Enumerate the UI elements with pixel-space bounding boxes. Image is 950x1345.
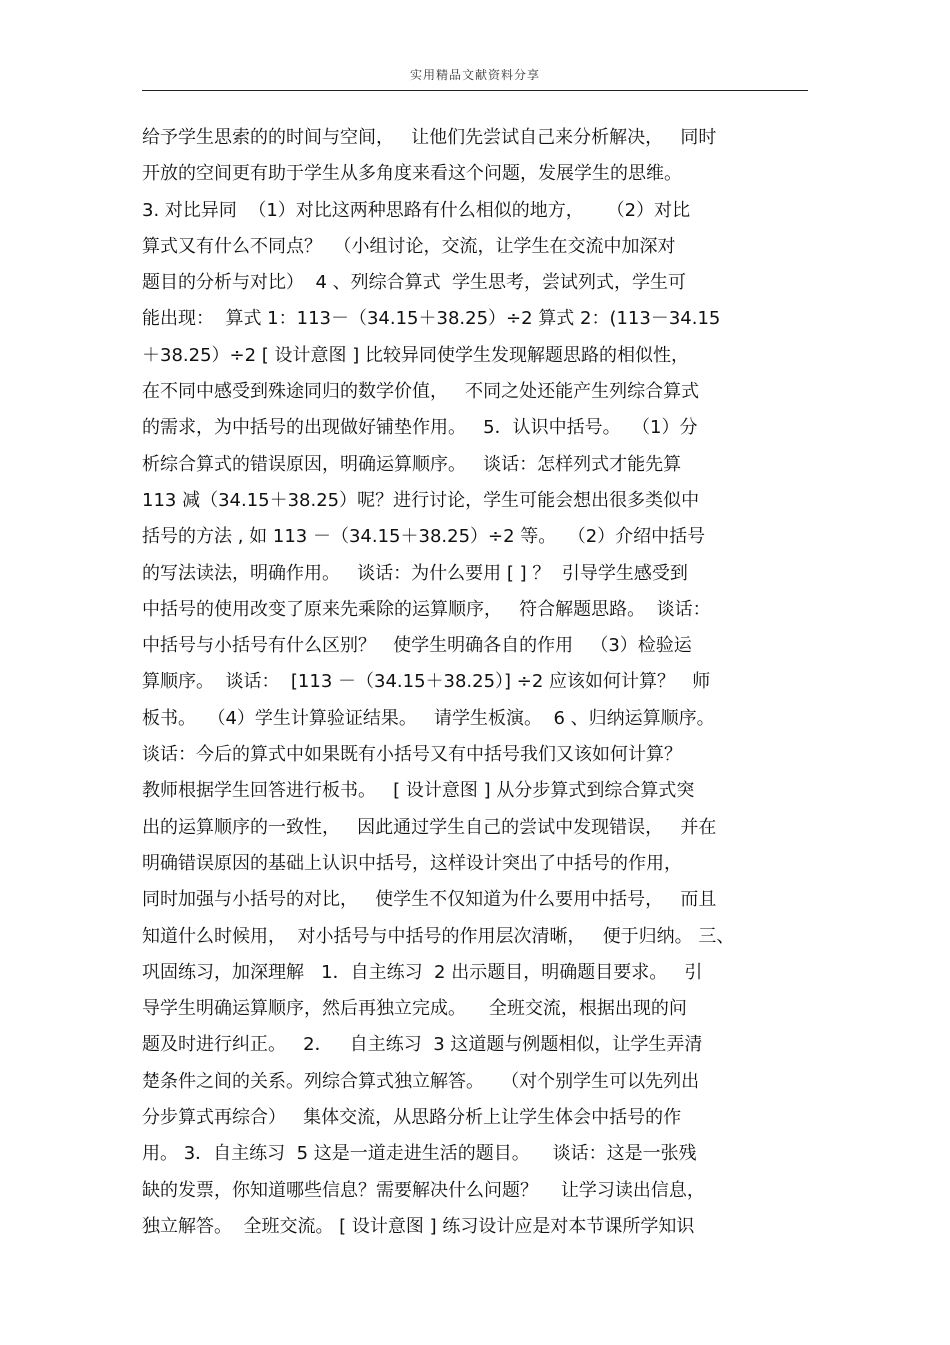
text-line: ＋38.25）÷2 [ 设计意图 ] 比较异同使学生发现解题思路的相似性， — [142, 344, 689, 366]
text-line: 析综合算式的错误原因，明确运算顺序。 谈话：怎样列式才能先算 — [142, 453, 682, 475]
text-line: 能出现： 算式 1：113－（34.15＋38.25）÷2 算式 2：(113－34.15 — [142, 308, 721, 330]
text-line: 中括号的使用改变了原来先乘除的运算顺序， 符合解题思路。 谈话： — [142, 598, 711, 620]
text-line: 的需求，为中括号的出现做好铺垫作用。 5．认识中括号。 （1）分 — [142, 417, 698, 439]
text-line: 缺的发票，你知道哪些信息？需要解决什么问题？ 让学习读出信息， — [142, 1179, 705, 1201]
text-line: 题目的分析与对比） 4 、列综合算式 学生思考，尝试列式，学生可 — [142, 272, 687, 294]
text-line: 中括号与小括号有什么区别？ 使学生明确各自的作用 （3）检验运 — [142, 635, 692, 657]
text-line: 谈话：今后的算式中如果既有小括号又有中括号我们又该如何计算？ — [142, 744, 682, 766]
body-text — [142, 120, 808, 1245]
page-header: 实用精品文献资料分享 — [409, 68, 540, 82]
text-line: 括号的方法 , 如 113 －（34.15＋38.25）÷2 等。 （2）介绍中括号 — [142, 526, 706, 548]
text-line: 分步算式再综合） 集体交流，从思路分析上让学生体会中括号的作 — [142, 1107, 682, 1129]
text-line: 导学生明确运算顺序，然后再独立完成。 全班交流，根据出现的问 — [142, 998, 687, 1020]
text-line: 楚条件之间的关系。列综合算式独立解答。 （对个别学生可以先列出 — [142, 1070, 700, 1092]
text-line: 出的运算顺序的一致性， 因此通过学生自己的尝试中发现错误， 并在 — [142, 816, 717, 838]
header-divider — [142, 90, 808, 91]
text-line: 开放的空间更有助于学生从多角度来看这个问题，发展学生的思维。 — [142, 163, 682, 185]
text-line: 用。 3．自主练习 5 这是一道走进生活的题目。 谈话：这是一张残 — [142, 1143, 697, 1165]
text-line: 113 减（34.15＋38.25）呢？进行讨论，学生可能会想出很多类似中 — [142, 489, 700, 511]
text-line: 巩固练习，加深理解 1．自主练习 2 出示题目，明确题目要求。 引 — [142, 961, 703, 983]
text-line: 明确错误原因的基础上认识中括号，这样设计突出了中括号的作用， — [142, 852, 682, 874]
text-line: 题及时进行纠正。 2． 自主练习 3 这道题与例题相似，让学生弄清 — [142, 1034, 703, 1056]
text-line: 板书。 （4）学生计算验证结果。 请学生板演。 6 、归纳运算顺序。 — [142, 707, 715, 729]
text-line: 独立解答。 全班交流。 [ 设计意图 ] 练习设计应是对本节课所学知识 — [142, 1215, 695, 1237]
text-line: 知道什么时候用， 对小括号与中括号的作用层次清晰， 便于归纳。 三、 — [142, 925, 735, 947]
text-line: 3. 对比异同 （1）对比这两种思路有什么相似的地方， （2）对比 — [142, 199, 691, 221]
text-line: 同时加强与小括号的对比， 使学生不仅知道为什么要用中括号， 而且 — [142, 889, 717, 911]
text-line: 在不同中感受到殊途同归的数学价值， 不同之处还能产生列综合算式 — [142, 381, 700, 403]
text-line: 的写法读法，明确作用。 谈话：为什么要用 [ ] ？ 引导学生感受到 — [142, 562, 688, 584]
text-line: 算顺序。 谈话： [113 －（34.15＋38.25）] ÷2 应该如何计算？ 师 — [142, 671, 711, 693]
text-line: 教师根据学生回答进行板书。 [ 设计意图 ] 从分步算式到综合算式突 — [142, 780, 695, 802]
text-line: 给予学生思索的的时间与空间， 让他们先尝试自己来分析解决， 同时 — [142, 127, 717, 148]
text-line: 算式又有什么不同点？ （小组讨论，交流，让学生在交流中加深对 — [142, 235, 676, 257]
